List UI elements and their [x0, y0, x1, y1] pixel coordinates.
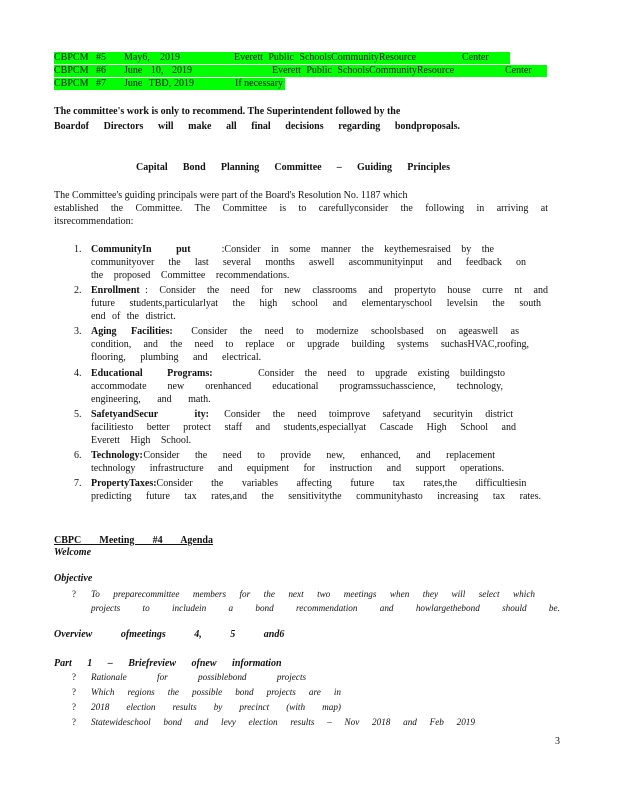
- schedule-year: 2019: [160, 52, 180, 63]
- schedule-row-7: [54, 78, 285, 90]
- principle-title: Technology:: [91, 450, 143, 461]
- list-number: 2.: [74, 285, 82, 296]
- principle-title: Enrollment: [91, 285, 140, 296]
- agenda-title: CBPC Meeting #4 Agenda: [54, 535, 213, 546]
- list-item: [91, 285, 548, 296]
- principle-line: communityover the last several months aswell ascommunityinput and feedback on: [91, 257, 526, 268]
- principle-line: Everett High School.: [91, 435, 192, 446]
- schedule-date: June TBD,: [124, 78, 172, 89]
- list-item: [91, 478, 527, 489]
- principle-line: future students,particularlyat the high school and elementaryschool levelsin the south: [91, 298, 541, 309]
- principle-line: accommodate new orenhanced educational programssuchasscience, technology,: [91, 381, 503, 392]
- list-item: Statewideschool bond and levy election results – Nov 2018 and Feb 2019: [91, 717, 475, 727]
- principle-line: :Consider in some manner the keythemesraised by the: [221, 244, 494, 255]
- schedule-year: 2019: [174, 78, 194, 89]
- principle-line: Consider the need toimprove safetyand securityin district: [224, 409, 513, 420]
- objective-line1: To preparecommittee members for the next two meetings when they will select which: [91, 589, 535, 599]
- list-item: Which regions the possible bond projects are in: [91, 687, 341, 697]
- principle-line: the proposed Committee recommendations.: [91, 270, 290, 281]
- schedule-num: #5: [96, 52, 106, 63]
- schedule-org: CBPCM: [54, 52, 89, 63]
- list-item: Rationale for possiblebond projects: [91, 672, 307, 682]
- list-item: 2018 election results by precinct (with map): [91, 702, 341, 712]
- list-number: 5.: [74, 409, 82, 420]
- principle-line: technology infrastructure and equipment for instruction and support operations.: [91, 463, 504, 474]
- list-item: [91, 368, 505, 379]
- bullet-icon: ?: [72, 687, 76, 697]
- principle-line: Consider the need to provide new, enhanced, and replacement: [143, 450, 495, 461]
- section-title: Capital Bond Planning Committee – Guiding Principles: [136, 162, 450, 173]
- list-number: 1.: [74, 244, 82, 255]
- committee-note-line1: The committee's work is only to recommend. The Superintendent followed by the: [54, 106, 401, 117]
- principle-line: predicting future tax rates,and the sensitivitythe communityhasto increasing tax rates.: [91, 491, 541, 502]
- principle-line: facilitiesto better protect staff and students,especiallyat Cascade High School and: [91, 422, 516, 433]
- principle-line: condition, and the need to replace or upgrade building systems suchasHVAC,roofing,: [91, 339, 529, 350]
- principle-line: : Consider the need for new classrooms and propertyto house curre nt and: [145, 285, 548, 296]
- list-item: [91, 244, 494, 255]
- bullet-icon: ?: [72, 702, 76, 712]
- committee-note-line2: Boardof Directors will make all final decisions regarding bondproposals.: [54, 121, 460, 132]
- schedule-year: 2019: [172, 65, 192, 76]
- agenda-part1: Part 1 – Briefreview ofnew information: [54, 658, 282, 669]
- agenda-overview: Overview ofmeetings 4, 5 and6: [54, 629, 285, 640]
- principle-line: engineering, and math.: [91, 394, 211, 405]
- bullet-icon: ?: [72, 589, 76, 599]
- principle-title: Educational Programs:: [91, 368, 213, 379]
- principle-line: Consider the need to modernize schoolsbased on ageaswell as: [191, 326, 519, 337]
- list-number: 4.: [74, 368, 82, 379]
- schedule-row-6: [54, 65, 547, 77]
- list-item: [91, 409, 513, 420]
- list-item: [91, 450, 495, 461]
- schedule-location-end: Center: [462, 52, 489, 63]
- principle-line: flooring, plumbing and electrical.: [91, 352, 262, 363]
- agenda-welcome: Welcome: [54, 547, 92, 558]
- schedule-row-5: [54, 52, 510, 64]
- intro-line3: itsrecommendation:: [54, 216, 134, 227]
- principle-line: Consider the variables affecting future tax rates,the difficultiesin: [156, 478, 527, 489]
- intro-line1: The Committee's guiding principals were part of the Board's Resolution No. 1187 which: [54, 190, 408, 201]
- intro-line2: established the Committee. The Committee is to carefullyconsider the following in arriving at: [54, 203, 548, 214]
- principle-line: end of the district.: [91, 311, 176, 322]
- schedule-org: CBPCM: [54, 65, 89, 76]
- bullet-icon: ?: [72, 672, 76, 682]
- list-number: 6.: [74, 450, 82, 461]
- schedule-location: If necessary: [235, 78, 284, 89]
- list-item: [91, 326, 519, 337]
- principle-title: CommunityIn put: [91, 244, 191, 255]
- schedule-location: Everett Public SchoolsCommunityResource: [272, 65, 455, 76]
- page-number: 3: [555, 736, 560, 747]
- principle-title: Aging Facilities:: [91, 326, 173, 337]
- principle-title: PropertyTaxes:: [91, 478, 157, 489]
- principle-title: SafetyandSecur ity:: [91, 409, 209, 420]
- list-number: 3.: [74, 326, 82, 337]
- schedule-location: Everett Public SchoolsCommunityResource: [234, 52, 417, 63]
- schedule-date: June 10,: [124, 65, 164, 76]
- schedule-location-end: Center: [505, 65, 532, 76]
- principle-line: Consider the need to upgrade existing buildingsto: [258, 368, 505, 379]
- objective-line2: projects to includein a bond recommendation and howlargethebond should be.: [91, 603, 560, 613]
- schedule-org: CBPCM: [54, 78, 89, 89]
- schedule-num: #7: [96, 78, 106, 89]
- list-number: 7.: [74, 478, 82, 489]
- agenda-objective: Objective: [54, 573, 93, 584]
- schedule-date: May6,: [124, 52, 150, 63]
- bullet-icon: ?: [72, 717, 76, 727]
- schedule-num: #6: [96, 65, 106, 76]
